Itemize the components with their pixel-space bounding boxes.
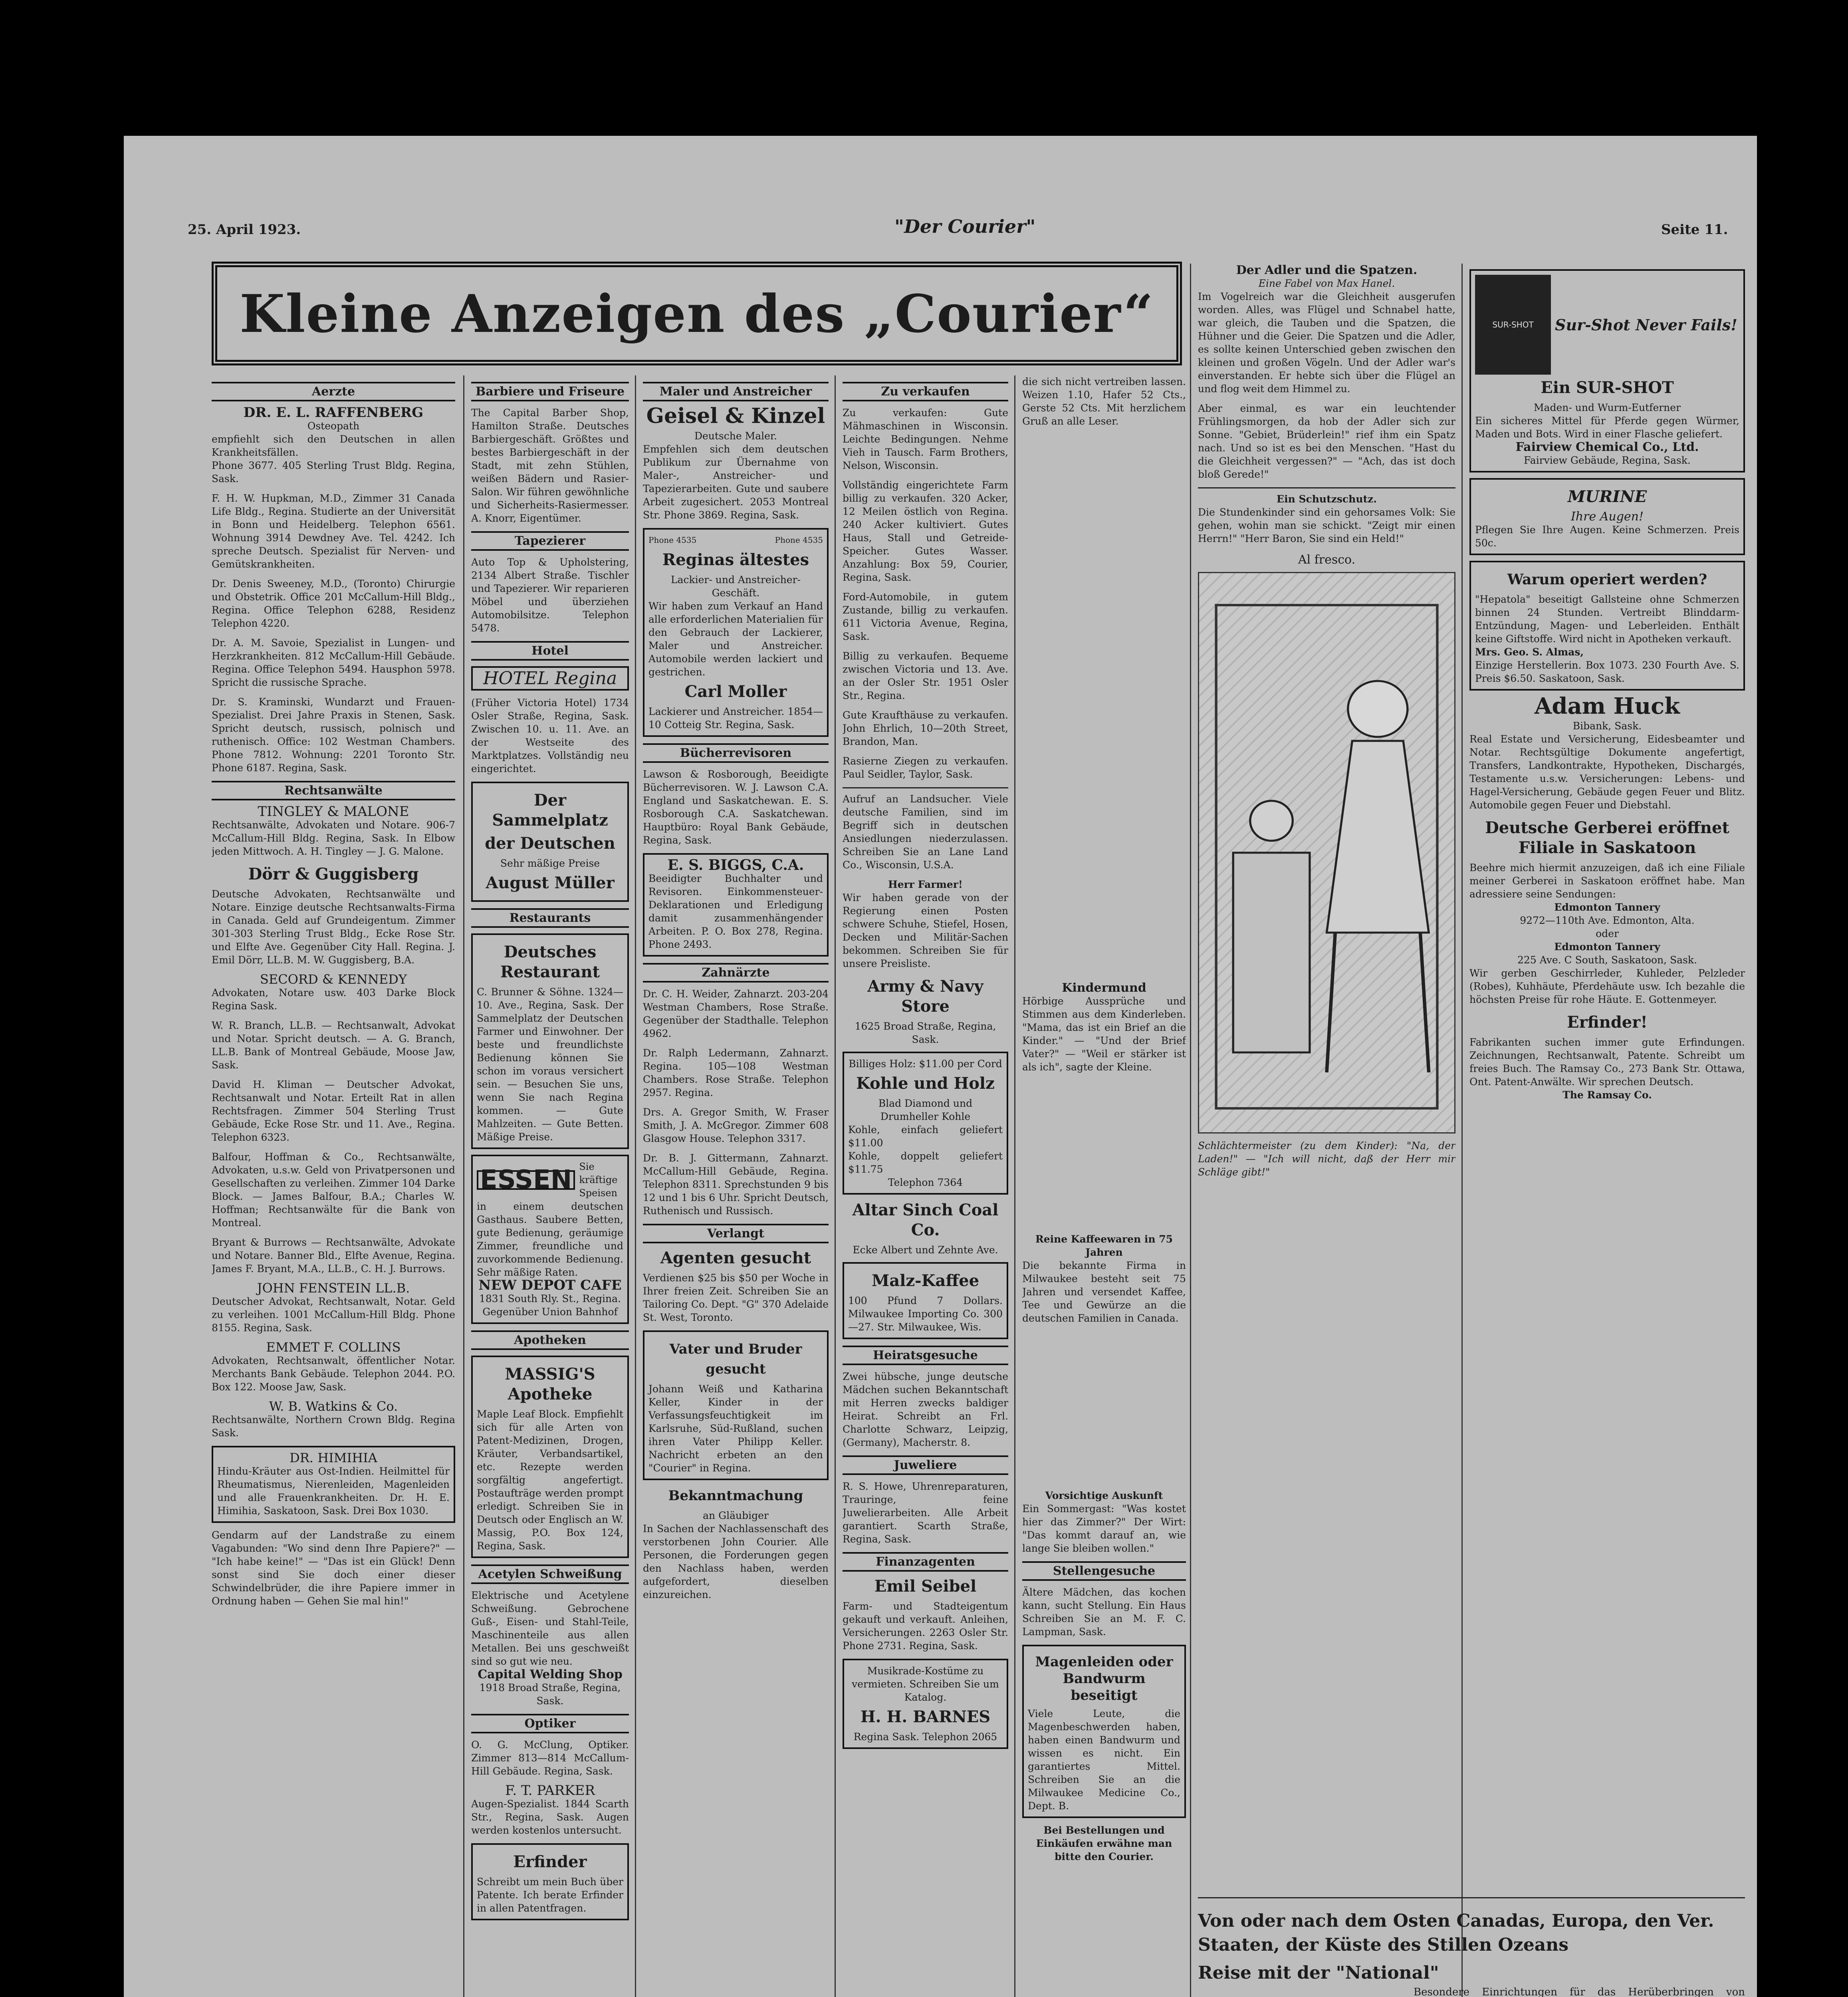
ad-title: Geisel & Kinzel	[646, 404, 825, 428]
ad-gitterman: Dr. B. J. Gittermann, Zahnarzt. McCallum-Hill Gebäude, Regina. Telephon 8311. Sprechstunden 9 bis 12 und 1 bis 6 Uhr. Spricht Deutsch, Ruthenisch und Russisch.	[643, 1152, 829, 1217]
section-schweissung: Acetylen Schweißung	[471, 1564, 629, 1584]
hotel-logo: HOTEL Regina	[471, 666, 629, 691]
ad-subtitle: Deutsche Maler.	[694, 430, 777, 442]
ad-name: Edmonton Tannery	[1554, 901, 1660, 913]
ad-title: MASSIG'S Apotheke	[505, 1365, 595, 1403]
ad-text: Blad Diamond und Drumheller Kohle	[878, 1098, 973, 1122]
section-heiratsgesuche: Heiratsgesuche	[843, 1346, 1008, 1365]
ad-phone: Telephon 7364	[888, 1177, 963, 1188]
ad-hotel-regina	[471, 666, 629, 775]
ad-parker	[471, 1784, 629, 1837]
ad-welding	[471, 1589, 629, 1707]
ad-farmer: Wir haben gerade von der Regierung einen Posten schwere Schuhe, Stiefel, Hosen, Decken und Militär-Sachen bekommen. Schreiben Sie für unsere Preisliste.	[843, 892, 1008, 969]
ad-verkauf-6: Rasierne Ziegen zu verkaufen. Paul Seidler, Taylor, Sask.	[843, 755, 1008, 780]
ad-kliman: David H. Kliman — Deutscher Advokat, Rechtsanwalt und Notar. Erteilt Rat in allen Rechtsfragen. Zimmer 504 Sterling Trust Gebäude, Ecke Rose Str. und 11. Ave., Regina. Telephon 6323.	[212, 1079, 455, 1143]
ad-text: Schreibt um mein Buch über Patente. Ich berate Erfinder in allen Patentfragen.	[477, 1876, 623, 1914]
ad-erfinder	[1469, 1012, 1745, 1102]
ad-lederman: Dr. Ralph Ledermann, Zahnarzt. Regina. 105—108 Westman Chambers. Rose Straße. Telephon 2957. Regina.	[643, 1047, 829, 1098]
section-aerzte: Aerzte	[212, 382, 455, 401]
section-rechtsanwaelte: Rechtsanwälte	[212, 781, 455, 800]
ad-text: Deutsche Advokaten, Rechtsanwälte und Notare. Einzige deutsche Rechtsanwalts-Firma in Canada. Geld auf Grundeigentum. Zimmer 301-303 Sterling Trust Bldg., Ecke Rose Str. und Elfte Ave. Gegenüber City Hall. Regina. J. Emil Dörr, LL.B. M. W. Guggisberg, B.A.	[212, 888, 455, 966]
ad-text: Empfehlen sich dem deutschen Publikum zur Übernahme von Maler-, Anstreicher- und Tapezierarbeiten. Gute und saubere Arbeit zugesichert. 2053 Montreal Str. Phone 3869. Regina, Sask.	[643, 443, 829, 521]
ad-text: Deutscher Advokat, Rechtsanwalt, Notar. Geld zu verleihen. 1001 McCallum-Hill Bldg. Phone 8155. Regina, Sask.	[212, 1296, 455, 1334]
ad-subtitle: Lackier- und Anstreicher-Geschäft.	[670, 574, 801, 599]
ad-raffenberg	[212, 406, 455, 485]
cartoon-illustration	[1198, 572, 1455, 1133]
ad-text: Augen-Spezialist. 1844 Scarth Str., Regina, Sask. Augen werden kostenlos untersucht.	[471, 1798, 629, 1836]
ad-contact: Phone 3677. 405 Sterling Trust Bldg. Regina, Sask.	[212, 460, 455, 484]
ad-address: 1831 South Rly. St., Regina. Gegenüber Union Bahnhof	[479, 1293, 621, 1318]
ad-text: Rechtsanwälte, Northern Crown Bldg. Regina Sask.	[212, 1414, 455, 1439]
ad-vater-gesucht	[643, 1330, 829, 1480]
ad-deutsches-restaurant	[471, 933, 629, 1149]
ad-top: Billiges Holz: $11.00 per Cord	[849, 1058, 1002, 1070]
column-aerzte-recht	[212, 375, 455, 1997]
ad-branch: W. R. Branch, LL.B. — Rechtsanwalt, Advokat und Notar. Spricht deutsch. — A. G. Branch, LL.B. Bank of Montreal Gebäude, Moose Jaw, Sask.	[212, 1020, 455, 1071]
section-barbiere: Barbiere und Friseure	[471, 382, 629, 401]
section-zahnaerzte: Zahnärzte	[643, 963, 829, 983]
ad-title: Kohle und Holz	[856, 1074, 995, 1093]
divider	[1198, 1897, 1745, 1898]
ad-collins	[212, 1341, 455, 1394]
ad-weider: Dr. C. H. Weider, Zahnarzt. 203-204 Westman Chambers, Rose Straße. Gegenüber der Stadthalle. Telephon 4962.	[643, 988, 829, 1039]
ad-title: Capital Welding Shop	[478, 1667, 623, 1681]
ad-address: Einzige Herstellerin. Box 1073. 230 Fourth Ave. S. Preis $6.50. Saskatoon, Sask.	[1475, 659, 1739, 684]
column-korrespondenzen	[1022, 375, 1186, 1997]
ad-title: Deutsches Restaurant	[500, 943, 600, 981]
ad-tingley	[212, 805, 455, 858]
ad-text: Advokaten, Rechtsanwalt, öffentlicher Notar. Merchants Bank Gebäude. Telephon 2044. P.O. Box 122. Moose Jaw, Sask.	[212, 1355, 455, 1393]
page-number: Seite 11.	[1661, 222, 1728, 238]
ad-title: Deutsche Gerberei eröffnet Filiale in Saskatoon	[1485, 818, 1729, 857]
schutz-title: Ein Schutzschutz.	[1277, 493, 1377, 505]
ad-title: Erfinder!	[1567, 1013, 1648, 1032]
section-hotel: Hotel	[471, 641, 629, 661]
ad-savoie: Dr. A. M. Savoie, Spezialist in Lungen- und Herzkrankheiten. 812 McCallum-Hill Gebäude. Regina. Office Telephon 5494. Hausphon 5978. Spricht die russische Sprache.	[212, 637, 455, 688]
phone-right: Phone 4535	[775, 535, 823, 545]
ad-title: JOHN FENSTEIN LL.B.	[257, 1280, 410, 1296]
ad-text: in einem deutschen Gasthaus. Saubere Betten, gute Bedienung, geräumige Zimmer, freundliche und zuvorkommende Bedienung. Sehr mäßige Raten.	[477, 1201, 623, 1278]
ad-text: In Sachen der Nachlassenschaft des verstorbenen John Courier. Alle Personen, die Forderungen gegen den Nachlass haben, werden aufgefordert, dieselben einzureichen.	[643, 1523, 829, 1600]
ad-company: Fairview Chemical Co., Ltd.	[1515, 440, 1699, 454]
ad-text: "Hepatola" beseitigt Gallsteine ohne Schmerzen binnen 24 Stunden. Vertreibt Blinddarm-Entzündung, Magen- und Leberleiden. Enthält keine Giftstoffe. Wird nicht in Apotheken verkauft.	[1475, 594, 1739, 645]
column-separator	[1190, 264, 1191, 1997]
ad-title: E. S. BIGGS, C.A.	[667, 857, 804, 873]
ad-text: Wir haben zum Verkauf an Hand alle erforderlichen Materialien für den Gebrauch der Lackierer, Maler und Anstreicher. Automobile werden lackiert und gestrichen.	[648, 600, 823, 678]
section-apotheken: Apotheken	[471, 1330, 629, 1350]
ad-text: Verdienen $25 bis $50 per Woche in Ihrer freien Zeit. Schreiben Sie an Tailoring Co. Dept. "G" 370 Adelaide St. West, Toronto.	[643, 1272, 829, 1323]
section-juweliere: Juweliere	[843, 1455, 1008, 1475]
ad-kohle-holz	[843, 1052, 1008, 1195]
column-barbiere-hotel	[471, 375, 629, 1997]
schutz-text: Die Stundenkinder sind ein gehorsames Volk: Sie gehen, wohin man sie schickt. "Zeigt mir einen Herrn!" "Herr Baron, Sie sind ein Held!"	[1198, 506, 1455, 544]
ad-text: empfiehlt sich den Deutschen in allen Krankheitsfällen.	[212, 433, 455, 458]
section-buecherrevisoren: Bücherrevisoren	[643, 743, 829, 763]
ad-text: Sehr mäßige Preise	[500, 858, 600, 869]
ad-title: Adam Huck	[1534, 693, 1680, 719]
section-restaurants: Restaurants	[471, 908, 629, 928]
ad-heirat: Zwei hübsche, junge deutsche Mädchen suchen Bekanntschaft mit Herren zwecks baldiger Heirat. Schreibt an Frl. Charlotte Schwarz, Leipzig, (Germany), Macherstr. 8.	[843, 1371, 1008, 1448]
ad-barber: The Capital Barber Shop, Hamilton Straße. Deutsches Barbiergeschäft. Größtes und bestes Barbiergeschäft in der Stadt, mit zehn Stühlen, weißen Bädern und Rasier-Salon. Wir führen gewöhnliche und Sicherheits-Rasiermesser. A. Knorr, Eigentümer.	[471, 407, 629, 524]
ad-name: Edmonton Tannery	[1554, 941, 1660, 953]
ad-verkauf-4: Billig zu verkaufen. Bequeme zwischen Victoria und 13. Ave. an der Osler Str. 1951 Osler Str., Regina.	[843, 650, 1008, 701]
ad-subtitle: an Gläubiger	[703, 1510, 769, 1521]
ad-title: Warum operiert werden?	[1507, 571, 1707, 588]
ad-fenstein	[212, 1282, 455, 1334]
ad-subtitle: Ihre Augen!	[1570, 510, 1644, 524]
ad-title: Vater und Bruder gesucht	[669, 1341, 802, 1377]
section-verlangt: Verlangt	[643, 1224, 829, 1243]
ad-malzkaffee	[843, 1262, 1008, 1339]
price-line: Kohle, einfach geliefert $11.00	[848, 1124, 1003, 1149]
ad-biggs	[643, 853, 829, 957]
ad-reginas-aeltestes	[643, 528, 829, 737]
section-maler: Maler und Anstreicher	[643, 382, 829, 401]
ad-seibel	[843, 1576, 1008, 1652]
rail-text: Besondere Einrichtungen für das Herüberbringen von	[1414, 1986, 1745, 1997]
kaffee-text: Die bekannte Firma in Milwaukee besteht seit 75 Jahren und versendet Kaffee, Tee und Gewürze an die deutschen Familien in Canada.	[1022, 1260, 1186, 1324]
ad-heading: Herr Farmer!	[888, 879, 963, 890]
ad-hupkman: F. H. W. Hupkman, M.D., Zimmer 31 Canada Life Bldg., Regina. Studierte an der Universität in Bonn und Heidelberg. Telephon 6561. Wohnung 3914 Dewdney Ave. Tel. 4242. Ich spreche Deutsch. Spezialist für Nerven- und Gemütskrankheiten.	[212, 492, 455, 570]
rail-title: Von oder nach dem Osten Canadas, Europa, den Ver. Staaten, der Küste des Stillen Ozeans	[1198, 1911, 1714, 1955]
cartoon-caption: Schlächtermeister (zu dem Kinder): "Na, der Laden!" — "Ich will nicht, daß der Herr mir Schläge gibt!"	[1198, 1140, 1455, 1178]
ad-hepatola	[1469, 561, 1745, 691]
ad-address: 1625 Broad Straße, Regina, Sask.	[855, 1020, 996, 1045]
divider	[1198, 487, 1455, 488]
ad-text: Ein sicheres Mittel für Pferde gegen Würmer, Maden und Bots. Wird in einer Flasche geliefert.	[1475, 415, 1739, 440]
ad-title: Agenten gesucht	[660, 1249, 811, 1267]
ad-agenten	[643, 1248, 829, 1324]
ad-title: Bekanntmachung	[668, 1488, 803, 1504]
ad-address: Ecke Albert und Zehnte Ave.	[853, 1244, 998, 1256]
ad-title: NEW DEPOT CAFE	[478, 1277, 622, 1293]
ad-aufruf: Aufruf an Landsucher. Viele deutsche Familien, sind im Begriff sich in deutschen Ansiedlungen niederzulassen. Schreiben Sie an Lane Land Co., Wisconsin, U.S.A.	[843, 793, 1008, 871]
ad-watkins	[212, 1400, 455, 1439]
essen-word: ESSEN	[477, 1170, 575, 1190]
ad-subtitle: Osteopath	[307, 420, 360, 432]
ad-text: Maple Leaf Block. Empfiehlt sich für alle Arten von Patent-Medizinen, Drogen, Kräuter, Verbandsartikel, etc. Rezepte werden sorgfältig angefertigt. Postaufträge werden prompt erledigt. Schreiben Sie in Deutsch oder Englisch an W. Massig, P.O. Box 124, Regina, Sask.	[477, 1408, 623, 1552]
section-optiker: Optiker	[471, 1714, 629, 1733]
ad-army-navy: Army & Navy Store	[867, 977, 983, 1016]
ad-address: 9272—110th Ave. Edmonton, Alta.	[1520, 915, 1695, 926]
ad-erfinder-small	[471, 1843, 629, 1920]
ad-title: Erfinder	[513, 1852, 587, 1871]
ad-address: Regina Sask. Telephon 2065	[853, 1731, 997, 1743]
ad-himihia	[212, 1446, 455, 1523]
ad-stellen: Ältere Mädchen, das kochen kann, sucht Stellung. Ein Haus Schreiben Sie an M. F. C. Lampman, Sask.	[1022, 1586, 1186, 1638]
ad-owner: Carl Moller	[684, 682, 787, 701]
ad-title: der Deutschen	[485, 834, 615, 853]
ad-address: 225 Ave. C South, Saskatoon, Sask.	[1517, 954, 1697, 966]
ad-massig	[471, 1356, 629, 1558]
ad-text: Johann Weiß und Katharina Keller, Kinder in der Verfassungsfeuchtigkeit im Karlsruhe, Süd-Rußland, suchen ihren Vater Philipp Keller. Nachricht erbeten an den "Courier" in Regina.	[648, 1383, 823, 1474]
column-separator	[1014, 375, 1015, 1997]
phone-left: Phone 4535	[648, 535, 697, 545]
joke-glueck: Gendarm auf der Landstraße zu einem Vagabunden: "Wo sind denn Ihre Papiere?" — "Ich habe keine!" — "Das ist ein Glück! Denn sonst sind Sie doch einer dieser Schwindelbrüder, die ihre Papiere immer in Ordnung haben — Gehen Sie mal hin!"	[212, 1529, 455, 1607]
column-right-ads	[1469, 264, 1745, 1901]
column-verkaufen	[843, 375, 1008, 1997]
ad-text: Beehre mich hiermit anzuzeigen, daß ich eine Filiale meiner Gerberei in Saskatoon eröffnet habe. Man adressiere seine Sendungen:	[1469, 862, 1745, 900]
korr-text: die sich nicht vertreiben lassen. Weizen 1.10, Hafer 52 Cts., Gerste 52 Cts. Mit herzlichem Gruß an alle Leser.	[1022, 376, 1186, 427]
ad-text: Hindu-Kräuter aus Ost-Indien. Heilmittel für Rheumatismus, Nierenleiden, Magenleiden und alle Frauenkrankheiten. Dr. H. E. Himihia, Saskatoon, Sask. Drei Box 1030.	[217, 1465, 450, 1517]
ad-subtitle: Maden- und Wurm-Eutferner	[1533, 402, 1681, 413]
ad-title: DR. HIMIHIA	[289, 1450, 377, 1465]
ad-gerberei	[1469, 818, 1745, 1006]
ad-text: Fabrikanten suchen immer gute Erfindungen. Zeichnungen, Rechtsanwalt, Patente. Schreibt um freies Buch. The Ramsay Co., 273 Bank Str. Ottawa, Ont. Patent-Anwälte. Wir sprechen Deutsch.	[1469, 1036, 1745, 1088]
ad-text: Pflegen Sie Ihre Augen. Keine Schmerzen. Preis 50c.	[1475, 524, 1739, 549]
ad-barnes	[843, 1659, 1008, 1749]
page-date: 25. April 1923.	[188, 222, 301, 238]
product-box-icon: SUR-SHOT	[1475, 275, 1551, 375]
ad-title: W. B. Watkins & Co.	[269, 1399, 398, 1414]
fabel-title: Der Adler und die Spatzen.	[1236, 264, 1418, 277]
ad-text: Elektrische und Acetylene Schweißung. Gebrochene Guß-, Eisen- und Stahl-Teile, Maschinenteile aus allen Metallen. Bei uns geschweißt sind so gut wie neu.	[471, 1590, 629, 1667]
cartoon-title: Al fresco.	[1298, 553, 1356, 567]
ad-title: Emil Seibel	[874, 1577, 977, 1596]
ad-text: (Früher Victoria Hotel) 1734 Osler Straße, Regina, Sask. Zwischen 10. u. 11. Ave. an der Westseite des Marktplatzes. Vollständig neu eingerichtet.	[471, 697, 629, 774]
ad-top: Musikrade-Kostüme zu vermieten. Schreiben Sie um Katalog.	[852, 1665, 999, 1703]
ad-secord	[212, 973, 455, 1012]
ad-bryant: Bryant & Burrows — Rechtsanwälte, Advokate und Notare. Banner Bld., Elfte Avenue, Regina. James F. Bryant, M.A., LL.B., C. H. J. Burrows.	[212, 1237, 455, 1274]
ad-title: Dörr & Guggisberg	[248, 865, 419, 883]
ad-canadian-national	[1198, 1909, 1745, 1997]
ad-title: F. T. PARKER	[505, 1783, 595, 1798]
rail-subtitle: Reise mit der "National"	[1198, 1963, 1439, 1983]
ad-address: Lackierer und Anstreicher. 1854—10 Cotteig Str. Regina, Sask.	[648, 706, 823, 731]
ad-lawson: Lawson & Rosborough, Beeidigte Bücherrevisoren. W. J. Lawson C.A. England und Saskatchewan. E. S. Rosborough C.A. Saskatchewan. Hauptbüro: Royal Bank Gebäude, Regina, Sask.	[643, 768, 829, 846]
ad-title: Ein SUR-SHOT	[1541, 378, 1674, 397]
ad-tapezierer: Auto Top & Upholstering, 2134 Albert Straße. Tischler und Tapezierer. Wir reparieren Möbel und überziehen Automobilsitze. Telephon 5478.	[471, 556, 629, 634]
divider	[843, 787, 1008, 788]
ad-verkauf-5: Gute Kraufthäuse zu verkaufen. John Ehrlich, 10—20th Street, Brandon, Man.	[843, 709, 1008, 747]
column-separator	[1461, 264, 1463, 1997]
fabel-subtitle: Eine Fabel von Max Hanel.	[1258, 278, 1395, 289]
ad-mcclung: O. G. McClung, Optiker. Zimmer 813—814 McCallum-Hill Gebäude. Regina, Sask.	[471, 1739, 629, 1777]
ad-bekanntmachung	[643, 1486, 829, 1601]
ad-sweeney: Dr. Denis Sweeney, M.D., (Toronto) Chirurgie und Obstetrik. Office 201 McCallum-Hill Bldg., Regina. Office Telephon 6288, Residenz Telephon 4220.	[212, 578, 455, 629]
ad-murine	[1469, 478, 1745, 555]
ad-title: Reginas ältestes	[662, 550, 809, 569]
ad-text: Beeidigter Buchhalter und Revisoren. Einkommensteuer-Deklarationen und Erledigung damit zusammenhängender Arbeiten. P. O. Box 278, Regina. Phone 2493.	[648, 873, 823, 950]
column-fabel	[1198, 264, 1455, 1853]
ad-or: oder	[1596, 928, 1619, 939]
ad-title: DR. E. L. RAFFENBERG	[243, 405, 424, 421]
ad-title: Der Sammelplatz	[492, 791, 608, 830]
ad-balfour: Balfour, Hoffman & Co., Rechtsanwälte, Advokaten, u.s.w. Geld von Privatpersonen und Gesellschaften zu verleihen. Zimmer 104 Darke Block. — James Balfour, B.A.; Charles W. Hoffman; Rechtsanwälte für die Bank von Montreal.	[212, 1151, 455, 1229]
ad-text: 100 Pfund 7 Dollars. Milwaukee Importing Co. 300—27. Str. Milwaukee, Wis.	[848, 1295, 1003, 1333]
ad-owner: August Müller	[486, 873, 615, 892]
ad-verkauf-2: Vollständig eingerichtete Farm billig zu verkaufen. 320 Acker, 12 Meilen östlich von Regina. 240 Acker kultiviert. Gutes Haus, Stall und Getreide-Speicher. Gutes Wasser. Anzahlung: Box 59, Courier, Regina, Sask.	[843, 479, 1008, 583]
ad-text: Farm- und Stadteigentum gekauft und verkauft. Anleihen, Versicherungen. 2263 Osler Str. Phone 2731. Regina, Sask.	[843, 1600, 1008, 1652]
section-finanzagenten: Finanzagenten	[843, 1552, 1008, 1572]
ad-kraminski: Dr. S. Kraminski, Wundarzt und Frauen-Spezialist. Drei Jahre Praxis in Stenen, Sask. Spricht deutsch, russisch, polnisch und ruthenisch. Office: 102 Westman Chambers. Phone 7812. Wohnung: 2201 Toronto Str. Phone 6187. Regina, Sask.	[212, 696, 455, 774]
ad-howe: R. S. Howe, Uhrenreparaturen, Trauringe, feine Juwelierarbeiten. Alle Arbeit garantiert. Scarth Straße, Regina, Sask.	[843, 1481, 1008, 1545]
ad-adam-huck	[1469, 693, 1745, 812]
section-stellengesuche: Stellengesuche	[1022, 1561, 1186, 1581]
section-tapezierer: Tapezierer	[471, 531, 629, 551]
ad-address: 1918 Broad Straße, Regina, Sask.	[479, 1682, 621, 1707]
ad-new-depot-cafe	[471, 1155, 629, 1324]
kindermund-title: Kindermund	[1062, 981, 1146, 995]
price-line: Kohle, doppelt geliefert $11.75	[848, 1150, 1003, 1175]
column-separator	[635, 375, 636, 1997]
ad-sur-shot	[1469, 269, 1745, 472]
essen-side: Sie kräftige Speisen	[579, 1161, 618, 1199]
ad-altar-coal: Altar Sinch Coal Co.	[852, 1201, 999, 1239]
sur-shot-slogan: Sur-Shot Never Fails!	[1555, 316, 1737, 334]
ad-magenleiden	[1022, 1645, 1186, 1818]
ad-mcgregor: Drs. A. Gregor Smith, W. Fraser Smith, J. A. McGregor. Zimmer 608 Glasgow House. Telephon 3317.	[643, 1106, 829, 1144]
vorsicht-text: Ein Sommergast: "Was kostet hier das Zimmer?" Der Wirt: "Das kommt darauf an, wie lange Sie bleiben wollen."	[1022, 1503, 1186, 1554]
section-zu-verkaufen: Zu verkaufen	[843, 382, 1008, 401]
vorsicht-title: Vorsichtige Auskunft	[1045, 1490, 1163, 1501]
ad-sammelplatz	[471, 782, 629, 902]
ad-text: Advokaten, Notare usw. 403 Darke Block Regina Sask.	[212, 987, 455, 1012]
ad-verkauf-1: Zu verkaufen: Gute Mähmaschinen in Wisconsin. Leichte Bedingungen. Nehme Vieh in Tausch. Farm Brothers, Nelson, Wisconsin.	[843, 407, 1008, 471]
column-separator	[463, 375, 464, 1997]
ad-text: Rechtsanwälte, Advokaten und Notare. 906-7 McCallum-Hill Bldg. Regina, Sask. In Elbow jeden Mittwoch. A. H. Tingley — J. G. Malone.	[212, 819, 455, 857]
ad-doerr	[212, 864, 455, 967]
ad-title: Magenleiden oder Bandwurm beseitigt	[1035, 1654, 1173, 1703]
classified-banner: Kleine Anzeigen des „Courier“	[212, 262, 1182, 365]
ad-address: Fairview Gebäude, Regina, Sask.	[1524, 455, 1691, 466]
ad-geisel-kinzel	[643, 406, 829, 522]
ad-title: TINGLEY & MALONE	[258, 804, 409, 820]
kindermund-text: Hörbige Aussprüche und Stimmen aus dem Kinderleben. "Mama, das ist ein Brief an die Kinder." — "Und der Brief Vater?" — "Weil er stärker ist als ich", sagte der Kleine.	[1022, 995, 1186, 1073]
ad-title: SECORD & KENNEDY	[260, 972, 407, 987]
ad-text: C. Brunner & Söhne. 1324—10. Ave., Regina, Sask. Der Sammelplatz der Deutschen Farmer und Einwohner. Der beste und freundlichste Bedienung können Sie schon im voraus versichert sein. — Besuchen Sie uns, wenn Sie nach Regina kommen. — Gute Mahlzeiten. — Gute Betten. Mäßige Preise.	[477, 986, 623, 1143]
ad-verkauf-3: Ford-Automobile, in gutem Zustande, billig zu verkaufen. 611 Victoria Avenue, Regina, Sask.	[843, 591, 1008, 642]
newspaper-page	[124, 136, 1757, 1997]
masthead: "Der Courier"	[894, 216, 1036, 237]
ad-text: Real Estate und Versicherung, Eidesbeamter und Notar. Rechtsgültige Dokumente angefertigt, Transfers, Landkontrakte, Hypotheken, Dischargés, Testamente u.s.w. Versicherungen: Lebens- und Hagel-Versicherung, Gebäude gegen Feuer und Blitz. Automobile gegen Feuer und Diebstahl.	[1469, 733, 1745, 811]
ad-subtitle: Bibank, Sask.	[1572, 720, 1642, 732]
fabel-text-2: Aber einmal, es war ein leuchtender Frühlingsmorgen, da hob der Adler sich zur Sonne. "Gebiet, Brüderlein!" rief ihm ein Spatz nach. Und so ist es bei den Menschen. "Hast du die Gleichheit vergessen?" — "Ach, das ist doch bloß Gerede!"	[1198, 403, 1455, 480]
footer-note: Bei Bestellungen und Einkäufen erwähne man bitte den Courier.	[1036, 1824, 1172, 1862]
ad-text: Viele Leute, die Magenbeschwerden haben, haben einen Bandwurm und wissen es nicht. Ein garantiertes Mittel. Schreiben Sie an die Milwaukee Medicine Co., Dept. B.	[1028, 1708, 1180, 1812]
column-maler-zahnaerzte	[643, 375, 829, 1997]
ad-title: Malz-Kaffee	[871, 1271, 980, 1290]
ad-name: Mrs. Geo. S. Almas,	[1475, 646, 1584, 658]
column-separator	[835, 375, 836, 1997]
ad-company: The Ramsay Co.	[1562, 1089, 1652, 1101]
kaffee-title: Reine Kaffeewaren in 75 Jahren	[1035, 1233, 1173, 1258]
fabel-text: Im Vogelreich war die Gleichheit ausgerufen worden. Alles, was Flügel und Schnabel hatte, war gleich, die Tauben und die Spatzen, die Hühner und die Geier. Die Spatzen und die Adler, es sollte keinen Unterschied geben zwischen den kleinen und großen Vögeln. Und der Adler war's einverstanden. Er hebte sich über die Flügel an und flog weit dem Himmel zu.	[1198, 291, 1455, 395]
ad-text: Wir gerben Geschirrleder, Kuhleder, Pelzleder (Robes), Kuhhäute, Pferdehäute usw. Ich bezahle die höchsten Preise für rohe Häute. E. Gottenmeyer.	[1469, 967, 1745, 1005]
cartoon-drawing	[1199, 573, 1454, 1132]
ad-title: EMMET F. COLLINS	[266, 1340, 401, 1355]
ad-title: MURINE	[1567, 487, 1647, 506]
ad-title: H. H. BARNES	[860, 1707, 991, 1726]
